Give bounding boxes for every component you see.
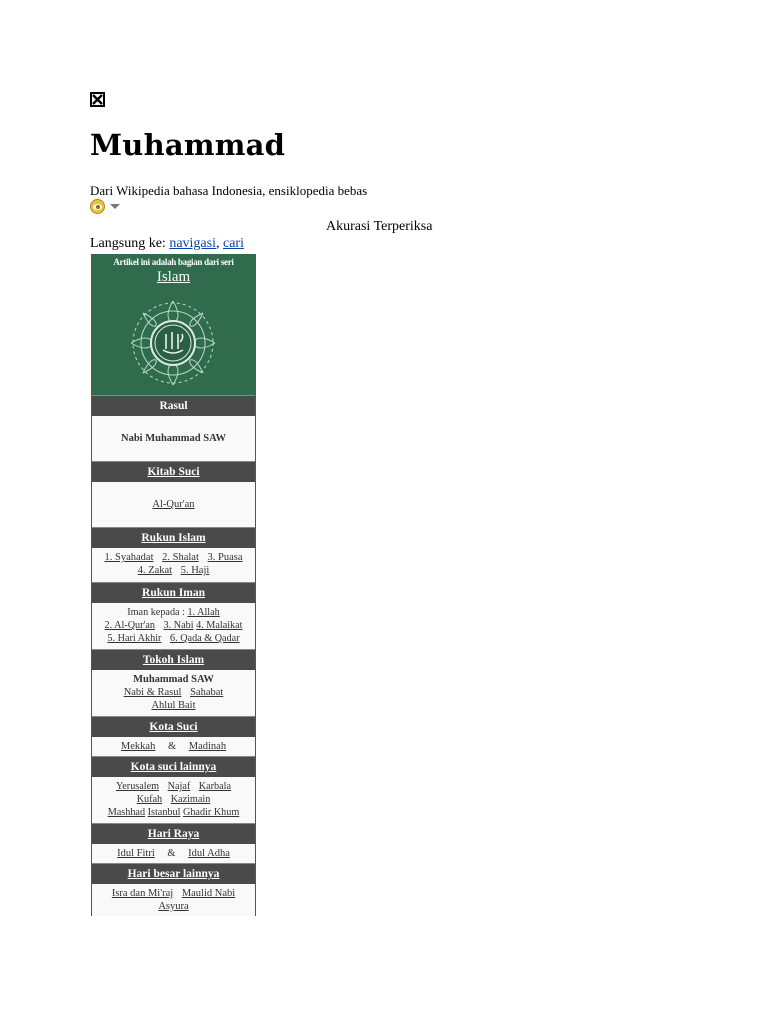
link-allah[interactable]: 1. Allah [187,607,220,618]
link-qada-qadar[interactable]: 6. Qada & Qadar [170,633,240,644]
section-header-kota-suci-lainnya[interactable] [92,756,255,777]
section-header-kitab-suci[interactable] [92,461,255,482]
section-header-rukun-iman[interactable] [92,582,255,603]
ampersand: & [167,741,177,752]
jump-search-link[interactable]: cari [222,236,244,251]
rukun-islam-label: Rukun Islam [141,532,206,544]
islam-infobox [91,254,256,916]
link-isra-miraj[interactable]: Isra dan Mi'raj [111,888,174,899]
link-istanbul[interactable]: Istanbul [147,807,181,818]
kota-lain-label: Kota suci lainnya [130,761,217,773]
ampersand-2: & [167,848,176,859]
eye-icon [90,199,105,214]
review-status-toggle[interactable] [90,199,120,214]
jump-to-bar [90,236,244,252]
link-asyura[interactable]: Asyura [158,901,189,912]
rasul-value: Nabi Muhammad SAW [92,416,255,461]
link-idul-fitri[interactable]: Idul Fitri [117,848,155,859]
link-puasa[interactable]: 3. Puasa [207,552,243,563]
link-ahlul-bait[interactable]: Ahlul Bait [151,700,196,711]
series-link-islam[interactable]: Islam [156,269,191,285]
hari-raya-label: Hari Raya [147,828,200,840]
link-malaikat[interactable]: 4. Malaikat [196,620,243,631]
link-karbala[interactable]: Karbala [198,781,232,792]
link-sahabat[interactable]: Sahabat [190,687,224,698]
kota-suci-label: Kota Suci [149,721,198,733]
link-kazimain[interactable]: Kazimain [170,794,211,805]
jump-separator: , [215,236,220,251]
hari-besar-label: Hari besar lainnya [127,868,220,880]
link-hari-akhir[interactable]: 5. Hari Akhir [107,633,162,644]
section-header-hari-raya[interactable] [92,823,255,844]
section-header-rasul: Rasul [92,395,255,416]
rukun-iman-prefix: Iman kepada : [127,607,185,618]
link-idul-adha[interactable]: Idul Adha [188,848,230,859]
page-subtitle: Dari Wikipedia bahasa Indonesia, ensiklopedia bebas [90,183,368,198]
link-mekkah[interactable]: Mekkah [120,741,156,752]
link-al-quran[interactable]: Al-Qur'an [152,499,195,510]
link-al-quran-iman[interactable]: 2. Al-Qur'an [104,620,155,631]
link-haji[interactable]: 5. Haji [180,565,210,576]
rukun-iman-label: Rukun Iman [142,587,205,599]
series-text: Artikel ini adalah bagian dari seri [113,257,234,267]
section-header-tokoh-islam[interactable] [92,649,255,670]
link-nabi[interactable]: 3. Nabi [163,620,194,631]
tokoh-main: Muhammad SAW [133,674,214,685]
close-icon[interactable] [90,92,105,107]
chevron-down-icon [110,204,120,209]
kitab-suci-label: Kitab Suci [147,466,200,478]
link-yerusalem[interactable]: Yerusalem [115,781,160,792]
jump-prefix: Langsung ke: [90,236,166,251]
accuracy-label: Akurasi Terperiksa [326,219,433,234]
page-title: Muhammad [90,128,286,162]
link-najaf[interactable]: Najaf [167,781,191,792]
section-header-kota-suci[interactable] [92,716,255,737]
section-header-rukun-islam[interactable] [92,527,255,548]
link-zakat[interactable]: 4. Zakat [137,565,173,576]
jump-navigation-link[interactable]: navigasi [169,236,216,251]
link-ghadir-khum[interactable]: Ghadir Khum [182,807,240,818]
link-mashhad[interactable]: Mashhad [107,807,146,818]
link-maulid-nabi[interactable]: Maulid Nabi [181,888,236,899]
infobox-header-panel [92,254,255,395]
section-header-hari-besar-lainnya[interactable] [92,863,255,884]
allah-emblem-icon [128,298,218,391]
link-nabi-rasul[interactable]: Nabi & Rasul [123,687,182,698]
link-syahadat[interactable]: 1. Syahadat [104,552,154,563]
link-shalat[interactable]: 2. Shalat [162,552,199,563]
link-madinah[interactable]: Madinah [188,741,227,752]
link-kufah[interactable]: Kufah [136,794,163,805]
tokoh-islam-label: Tokoh Islam [142,654,205,666]
